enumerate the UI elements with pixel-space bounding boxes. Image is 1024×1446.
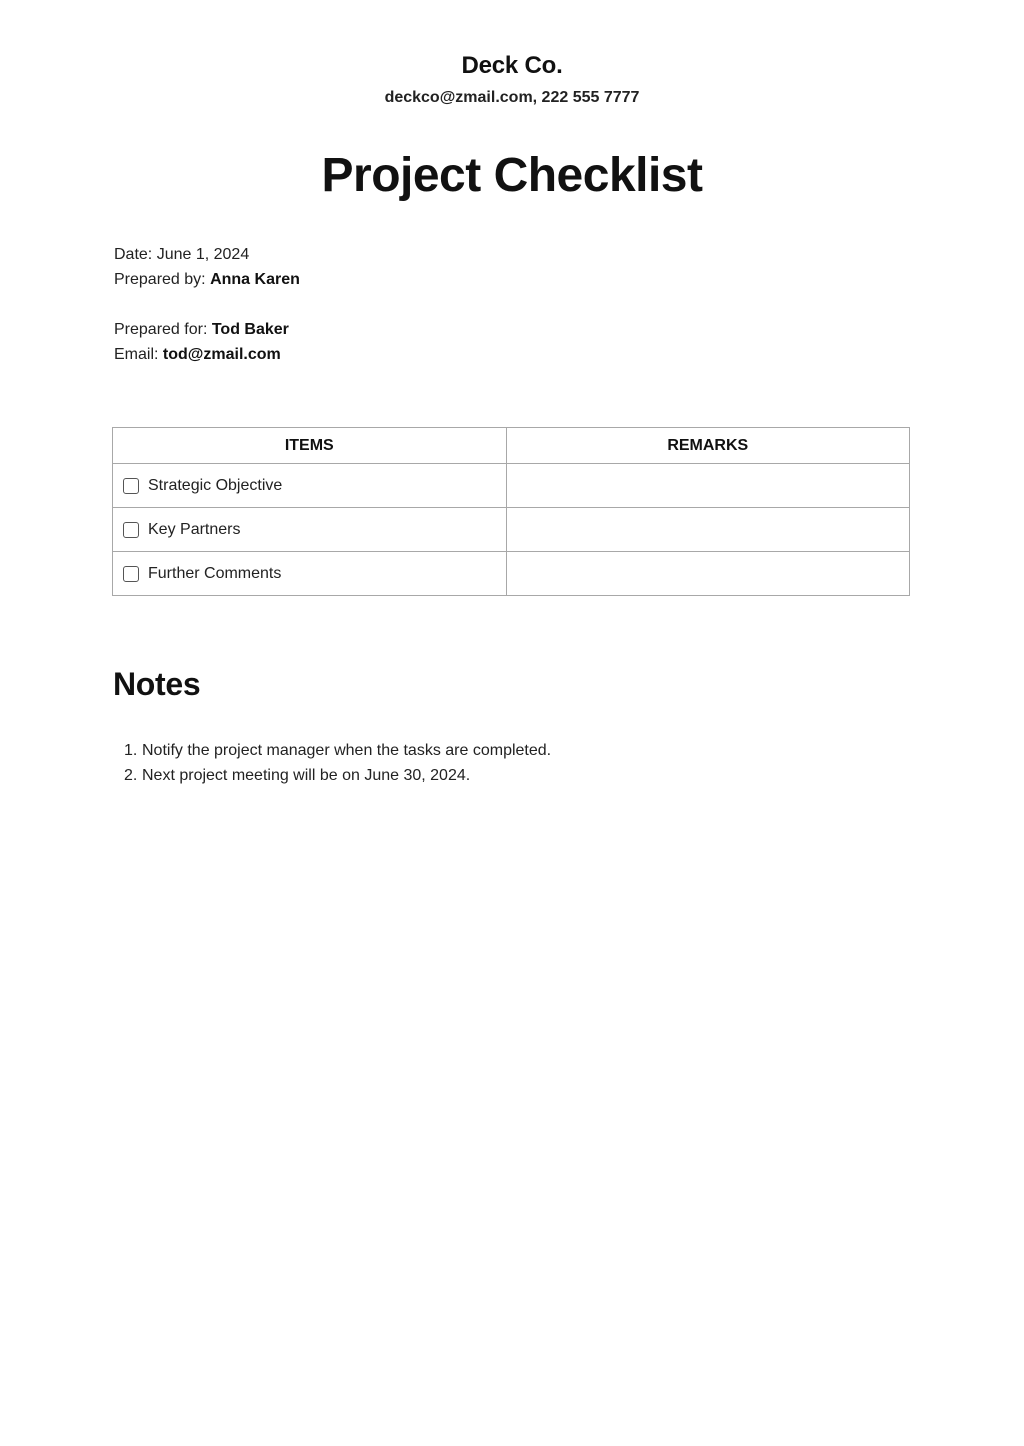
- checkbox[interactable]: [123, 478, 139, 494]
- list-item-number: 1.: [124, 742, 138, 759]
- prepared-by-line: [114, 270, 300, 290]
- date-value: June 1, 2024: [156, 246, 250, 263]
- email-value: tod@zmail.com: [162, 346, 281, 363]
- prepared-by-value: Anna Karen: [210, 271, 300, 288]
- page-title: Project Checklist: [321, 149, 703, 202]
- checklist-table: [112, 427, 910, 596]
- email-label: Email:: [114, 346, 163, 363]
- item-label: Further Comments: [148, 564, 282, 582]
- remarks-cell[interactable]: [506, 508, 909, 552]
- table-row: [113, 464, 910, 508]
- list-item-number: 2.: [124, 767, 138, 784]
- prepared-for-line: [114, 320, 289, 340]
- prepared-for-value: Tod Baker: [211, 321, 289, 338]
- list-item-text: Next project meeting will be on June 30, 2024.: [142, 767, 471, 784]
- date-label: Date:: [114, 246, 157, 263]
- checkbox[interactable]: [123, 522, 139, 538]
- checkbox[interactable]: [123, 566, 139, 582]
- remarks-cell[interactable]: [506, 464, 909, 508]
- email-line: [114, 345, 281, 365]
- list-item-text: Notify the project manager when the tasks are completed.: [142, 742, 552, 759]
- company-name: Deck Co.: [461, 52, 563, 79]
- notes-list: [124, 738, 551, 788]
- item-cell: [113, 508, 507, 552]
- table-header-row: [113, 428, 910, 464]
- item-label: Strategic Objective: [148, 476, 283, 494]
- table-row: [113, 552, 910, 596]
- list-item: [124, 763, 551, 788]
- list-item: [124, 738, 551, 763]
- company-contact: deckco@zmail.com, 222 555 7777: [384, 89, 640, 106]
- column-header-items: ITEMS: [113, 428, 507, 464]
- item-cell: [113, 552, 507, 596]
- remarks-cell[interactable]: [506, 552, 909, 596]
- notes-heading: Notes: [113, 666, 201, 702]
- prepared-by-label: Prepared by:: [114, 271, 211, 288]
- date-line: [114, 245, 249, 265]
- column-header-remarks: REMARKS: [506, 428, 909, 464]
- item-cell: [113, 464, 507, 508]
- item-label: Key Partners: [148, 520, 241, 538]
- table-row: [113, 508, 910, 552]
- prepared-for-label: Prepared for:: [114, 321, 212, 338]
